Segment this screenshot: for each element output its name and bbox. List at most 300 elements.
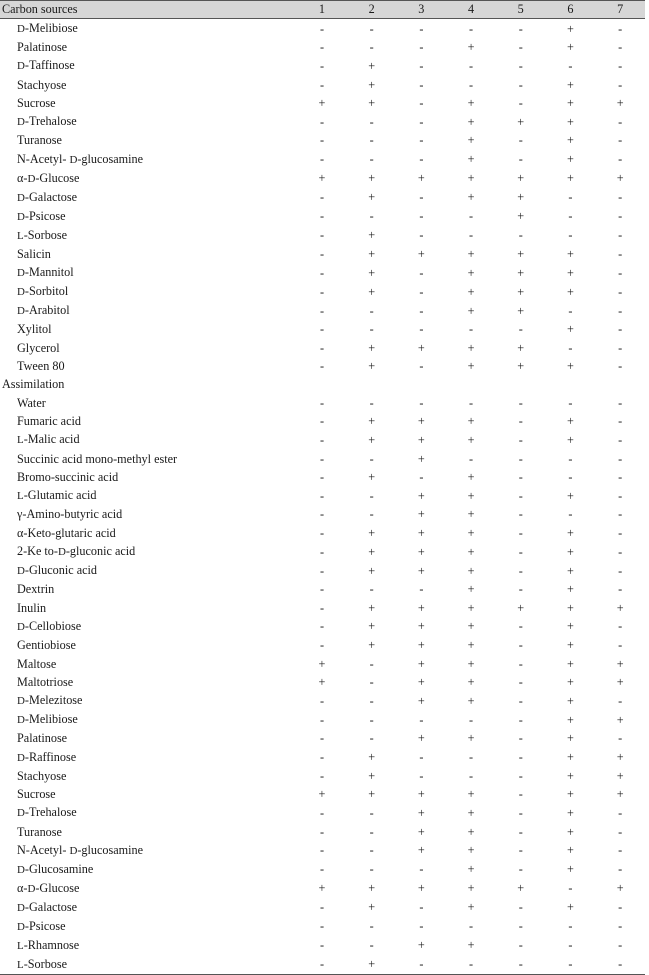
result-cell-2: + xyxy=(368,750,376,765)
carbon-source-name: Inulin xyxy=(17,600,47,615)
result-cell-4: + xyxy=(467,674,475,689)
carbon-source-name: Stachyose xyxy=(17,768,67,783)
carbon-source-name: D-Raffinose xyxy=(17,749,77,764)
result-cell-7: - xyxy=(618,582,623,597)
result-cell-1: - xyxy=(319,488,324,503)
result-cell-5: - xyxy=(518,787,523,802)
result-cell-3: + xyxy=(417,340,425,355)
result-cell-6: + xyxy=(566,152,574,167)
header-col-6: 6 xyxy=(546,1,596,19)
result-cell-3: - xyxy=(419,77,424,92)
table-row xyxy=(0,320,645,338)
result-cell-6: + xyxy=(566,862,574,877)
table-row xyxy=(0,841,645,860)
result-cell-6: - xyxy=(568,228,573,243)
result-cell-7: - xyxy=(618,246,623,261)
result-cell-1: - xyxy=(319,862,324,877)
table-row xyxy=(0,338,645,356)
result-cell-4: - xyxy=(469,58,474,73)
table-row xyxy=(0,580,645,598)
result-cell-7: - xyxy=(618,114,623,129)
result-cell-1: - xyxy=(297,955,347,975)
result-cell-7: - xyxy=(618,638,623,653)
result-cell-3: + xyxy=(417,693,425,708)
header-col-2: 2 xyxy=(347,1,397,19)
result-cell-6: + xyxy=(566,284,574,299)
carbon-source-name: N-Acetyl- D-glucosamine xyxy=(17,151,144,166)
table-row xyxy=(0,785,645,803)
table-row xyxy=(0,301,645,320)
result-cell-4: + xyxy=(467,938,475,953)
section-row xyxy=(0,375,645,393)
result-cell-7: + xyxy=(616,656,624,671)
result-cell-5: - xyxy=(518,21,523,36)
result-cell-7: - xyxy=(618,843,623,858)
carbon-source-name: D-Arabitol xyxy=(17,303,70,318)
carbon-source-name: Glycerol xyxy=(17,340,60,355)
result-cell-4: - xyxy=(469,228,474,243)
result-cell-2: + xyxy=(368,284,376,299)
table-row xyxy=(0,150,645,169)
result-cell-7: - xyxy=(618,619,623,634)
result-cell-1: + xyxy=(318,656,326,671)
result-cell-2: + xyxy=(368,881,376,896)
result-cell-5: - xyxy=(518,152,523,167)
result-cell-7: - xyxy=(618,470,623,485)
table-row xyxy=(0,542,645,561)
result-cell-3: - xyxy=(419,40,424,55)
result-cell-2: + xyxy=(368,900,376,915)
result-cell-5: + xyxy=(517,600,525,615)
result-cell-6: + xyxy=(566,805,574,820)
result-cell-1: - xyxy=(319,228,324,243)
result-cell-3: - xyxy=(419,228,424,243)
result-cell-2: + xyxy=(368,359,376,374)
table-row xyxy=(0,226,645,245)
table-row xyxy=(0,691,645,710)
result-cell-7: - xyxy=(618,77,623,92)
result-cell-4: + xyxy=(467,414,475,429)
result-cell-1: - xyxy=(319,40,324,55)
result-cell-4: + xyxy=(467,787,475,802)
result-cell-4: + xyxy=(467,133,475,148)
result-cell-4: + xyxy=(467,507,475,522)
result-cell-4: - xyxy=(469,322,474,337)
result-cell-4: + xyxy=(467,619,475,634)
result-cell-4: - xyxy=(469,768,474,783)
carbon-source-name: L-Malic acid xyxy=(17,432,80,447)
result-cell-3: + xyxy=(417,432,425,447)
result-cell-2: - xyxy=(369,674,374,689)
result-cell-3: - xyxy=(419,712,424,727)
result-cell-2: - xyxy=(369,395,374,410)
carbon-source-name: Maltose xyxy=(17,656,57,671)
result-cell-5: - xyxy=(518,843,523,858)
result-cell-6: + xyxy=(566,750,574,765)
result-cell-2: + xyxy=(368,638,376,653)
result-cell-1: - xyxy=(319,58,324,73)
result-cell-6: + xyxy=(566,488,574,503)
result-cell-4: - xyxy=(446,955,496,975)
result-cell-1: - xyxy=(319,246,324,261)
result-cell-1: - xyxy=(319,805,324,820)
header-col-5: 5 xyxy=(496,1,546,19)
result-cell-4: + xyxy=(467,246,475,261)
result-cell-6: + xyxy=(566,693,574,708)
carbon-source-name: Palatinose xyxy=(17,40,68,55)
result-cell-3: + xyxy=(417,805,425,820)
result-cell-5 xyxy=(496,375,546,393)
result-cell-2: + xyxy=(368,787,376,802)
result-cell-6: + xyxy=(566,21,574,36)
result-cell-3: + xyxy=(417,451,425,466)
result-cell-7: - xyxy=(618,824,623,839)
result-cell-1: - xyxy=(319,600,324,615)
table-row xyxy=(0,803,645,822)
header-col-1: 1 xyxy=(297,1,347,19)
result-cell-7: - xyxy=(618,414,623,429)
table-row xyxy=(0,936,645,955)
result-cell-6: + xyxy=(566,432,574,447)
result-cell-7: - xyxy=(618,58,623,73)
result-cell-4: + xyxy=(467,582,475,597)
carbon-source-name: L-Rhamnose xyxy=(17,937,80,952)
result-cell-2: - xyxy=(369,451,374,466)
result-cell-6: + xyxy=(566,656,574,671)
result-cell-5: - xyxy=(518,470,523,485)
result-cell-6: - xyxy=(568,395,573,410)
result-cell-7: - xyxy=(618,544,623,559)
table-row xyxy=(0,245,645,263)
result-cell-6: + xyxy=(566,843,574,858)
result-cell-3: - xyxy=(419,582,424,597)
result-cell-3: - xyxy=(419,21,424,36)
result-cell-4: + xyxy=(467,544,475,559)
result-cell-6: + xyxy=(566,563,574,578)
result-cell-1 xyxy=(297,375,347,393)
header-col-7: 7 xyxy=(595,1,645,19)
result-cell-5: - xyxy=(518,525,523,540)
result-cell-7: - xyxy=(618,451,623,466)
result-cell-4: + xyxy=(467,525,475,540)
result-cell-7: - xyxy=(618,862,623,877)
result-cell-7: + xyxy=(616,768,624,783)
result-cell-1: - xyxy=(319,414,324,429)
result-cell-1: - xyxy=(319,768,324,783)
result-cell-2: + xyxy=(368,340,376,355)
result-cell-2: + xyxy=(368,171,376,186)
result-cell-4 xyxy=(446,375,496,393)
result-cell-4: - xyxy=(469,750,474,765)
table-row xyxy=(0,561,645,580)
result-cell-7: - xyxy=(618,303,623,318)
carbon-source-name: α-D-Glucose xyxy=(17,880,80,895)
result-cell-2 xyxy=(347,375,397,393)
result-cell-5: + xyxy=(517,246,525,261)
result-cell-6: + xyxy=(566,114,574,129)
carbon-source-name: Xylitol xyxy=(17,322,52,337)
carbon-source-name: Sucrose xyxy=(17,787,56,802)
result-cell-4: + xyxy=(467,843,475,858)
table-row xyxy=(0,357,645,375)
result-cell-6: + xyxy=(566,525,574,540)
result-cell-7: - xyxy=(618,340,623,355)
result-cell-1: - xyxy=(319,451,324,466)
table-row xyxy=(0,898,645,917)
result-cell-6: - xyxy=(568,303,573,318)
result-cell-1: - xyxy=(319,712,324,727)
result-cell-4: + xyxy=(467,693,475,708)
result-cell-4: + xyxy=(467,284,475,299)
result-cell-3: + xyxy=(417,843,425,858)
result-cell-2: - xyxy=(369,693,374,708)
result-cell-4: + xyxy=(467,40,475,55)
header-carbon-sources: Carbon sources xyxy=(0,1,297,19)
result-cell-5: - xyxy=(518,938,523,953)
result-cell-6: + xyxy=(566,619,574,634)
result-cell-3: + xyxy=(417,638,425,653)
result-cell-4: + xyxy=(467,432,475,447)
result-cell-4: + xyxy=(467,862,475,877)
result-cell-2: + xyxy=(368,265,376,280)
result-cell-7: - xyxy=(618,900,623,915)
table-row xyxy=(0,767,645,785)
result-cell-5: - xyxy=(518,731,523,746)
result-cell-2: + xyxy=(368,525,376,540)
result-cell-3: + xyxy=(417,563,425,578)
result-cell-3: + xyxy=(417,881,425,896)
result-cell-1: + xyxy=(318,171,326,186)
result-cell-3: - xyxy=(419,96,424,111)
result-cell-5: + xyxy=(517,209,525,224)
result-cell-3: + xyxy=(417,674,425,689)
table-row xyxy=(0,654,645,672)
result-cell-2: + xyxy=(368,190,376,205)
carbon-source-name: D-Galactose xyxy=(17,899,78,914)
result-cell-4: + xyxy=(467,638,475,653)
result-cell-1: - xyxy=(319,563,324,578)
result-cell-5: - xyxy=(518,900,523,915)
table-row xyxy=(0,412,645,430)
result-cell-6: + xyxy=(566,768,574,783)
result-cell-1: - xyxy=(319,432,324,447)
table-row xyxy=(0,822,645,840)
result-cell-7: - xyxy=(618,938,623,953)
result-cell-6: + xyxy=(566,600,574,615)
result-cell-5: - xyxy=(496,955,546,975)
result-cell-6: + xyxy=(566,359,574,374)
result-cell-1: - xyxy=(319,284,324,299)
result-cell-4: + xyxy=(467,152,475,167)
result-cell-2: - xyxy=(369,731,374,746)
carbon-source-name: D-Taffinose xyxy=(17,58,75,73)
result-cell-1: - xyxy=(319,544,324,559)
table-row xyxy=(0,486,645,505)
result-cell-1: - xyxy=(319,114,324,129)
result-cell-2: + xyxy=(368,228,376,243)
result-cell-6 xyxy=(546,375,596,393)
result-cell-2: - xyxy=(369,805,374,820)
result-cell-4: - xyxy=(469,21,474,36)
result-cell-6: - xyxy=(568,507,573,522)
result-cell-7: - xyxy=(618,488,623,503)
carbon-source-name: D-Melibiose xyxy=(17,21,78,35)
result-cell-3: - xyxy=(419,470,424,485)
result-cell-3: - xyxy=(419,284,424,299)
result-cell-2: + xyxy=(368,600,376,615)
carbon-source-name: γ-Amino-butyric acid xyxy=(17,507,123,522)
result-cell-4: + xyxy=(467,488,475,503)
result-cell-6: + xyxy=(566,77,574,92)
result-cell-5: + xyxy=(517,359,525,374)
result-cell-2: + xyxy=(368,563,376,578)
result-cell-2: - xyxy=(369,488,374,503)
result-cell-5: - xyxy=(518,77,523,92)
result-cell-7: - xyxy=(618,152,623,167)
carbon-source-name: Maltotriose xyxy=(17,674,74,689)
result-cell-7: - xyxy=(618,265,623,280)
result-cell-5: + xyxy=(517,114,525,129)
result-cell-3: + xyxy=(417,246,425,261)
result-cell-6: + xyxy=(566,133,574,148)
result-cell-4: + xyxy=(467,190,475,205)
result-cell-6: - xyxy=(568,190,573,205)
result-cell-6: + xyxy=(566,900,574,915)
result-cell-1: - xyxy=(319,359,324,374)
result-cell-5: - xyxy=(518,414,523,429)
result-cell-4: + xyxy=(467,340,475,355)
result-cell-1: - xyxy=(319,77,324,92)
result-cell-7: - xyxy=(618,359,623,374)
result-cell-6: - xyxy=(568,58,573,73)
result-cell-6: + xyxy=(566,96,574,111)
result-cell-1: - xyxy=(319,209,324,224)
result-cell-1: - xyxy=(319,190,324,205)
result-cell-6: + xyxy=(566,582,574,597)
result-cell-1: - xyxy=(319,21,324,36)
table-row xyxy=(0,524,645,542)
result-cell-5: - xyxy=(518,824,523,839)
result-cell-2: - xyxy=(369,133,374,148)
result-cell-5: - xyxy=(518,96,523,111)
carbon-source-name: D-Psicose xyxy=(17,208,66,223)
result-cell-5: + xyxy=(517,284,525,299)
result-cell-7: - xyxy=(618,563,623,578)
result-cell-7: + xyxy=(616,600,624,615)
result-cell-4: + xyxy=(467,96,475,111)
result-cell-1: - xyxy=(319,750,324,765)
table-row xyxy=(0,636,645,654)
result-cell-1: - xyxy=(319,507,324,522)
table-row xyxy=(0,207,645,226)
result-cell-1: - xyxy=(319,938,324,953)
result-cell-7: - xyxy=(618,731,623,746)
result-cell-2: + xyxy=(368,544,376,559)
carbon-source-name: D-Glucosamine xyxy=(17,861,94,876)
result-cell-5: - xyxy=(518,674,523,689)
table-row xyxy=(0,860,645,879)
result-cell-4: - xyxy=(469,919,474,934)
result-cell-6: + xyxy=(566,712,574,727)
result-cell-6: - xyxy=(568,938,573,953)
table-row xyxy=(0,879,645,898)
result-cell-1: - xyxy=(319,470,324,485)
result-cell-7 xyxy=(595,375,645,393)
carbon-source-name: D-Psicose xyxy=(17,918,66,933)
table-row xyxy=(0,748,645,767)
result-cell-4: + xyxy=(467,470,475,485)
result-cell-3: - xyxy=(419,265,424,280)
result-cell-3: - xyxy=(419,862,424,877)
result-cell-1: - xyxy=(319,322,324,337)
result-cell-7: - xyxy=(618,209,623,224)
table-row xyxy=(0,468,645,486)
result-cell-1: + xyxy=(318,787,326,802)
result-cell-5: - xyxy=(518,40,523,55)
result-cell-1: - xyxy=(319,693,324,708)
result-cell-3: + xyxy=(417,600,425,615)
carbon-source-name: Gentiobiose xyxy=(17,638,76,653)
result-cell-5: - xyxy=(518,488,523,503)
result-cell-7: - xyxy=(618,805,623,820)
result-cell-3: - xyxy=(419,209,424,224)
carbon-source-name: α-Keto-glutaric acid xyxy=(17,525,116,540)
result-cell-5: - xyxy=(518,862,523,877)
result-cell-6: + xyxy=(566,322,574,337)
result-cell-2: + xyxy=(368,77,376,92)
result-cell-7: - xyxy=(618,133,623,148)
carbon-source-name: D-Mannitol xyxy=(17,265,74,280)
carbon-source-name: 2-Ke to-D-gluconic acid xyxy=(17,544,136,559)
result-cell-3: - xyxy=(419,750,424,765)
result-cell-2: + xyxy=(368,414,376,429)
table-row xyxy=(0,282,645,301)
result-cell-3: + xyxy=(417,525,425,540)
carbon-source-name: D-Galactose xyxy=(17,189,78,204)
result-cell-5: - xyxy=(518,919,523,934)
result-cell-3: + xyxy=(417,544,425,559)
carbon-source-name: Sucrose xyxy=(17,96,56,111)
result-cell-2: - xyxy=(369,824,374,839)
result-cell-6: - xyxy=(546,955,596,975)
result-cell-2: - xyxy=(369,303,374,318)
result-cell-7: - xyxy=(618,284,623,299)
result-cell-2: + xyxy=(368,619,376,634)
result-cell-1: - xyxy=(319,824,324,839)
result-cell-5: - xyxy=(518,228,523,243)
result-cell-5: - xyxy=(518,322,523,337)
result-cell-5: - xyxy=(518,58,523,73)
carbon-source-name: Water xyxy=(17,395,46,410)
result-cell-3: + xyxy=(417,731,425,746)
result-cell-6: + xyxy=(566,787,574,802)
result-cell-7: + xyxy=(616,881,624,896)
result-cell-4: - xyxy=(469,209,474,224)
carbon-source-name: Palatinose xyxy=(17,731,68,746)
result-cell-4: + xyxy=(467,731,475,746)
result-cell-7: + xyxy=(616,674,624,689)
result-cell-3 xyxy=(397,375,447,393)
result-cell-6: - xyxy=(568,919,573,934)
result-cell-7: - xyxy=(618,228,623,243)
result-cell-5: - xyxy=(518,563,523,578)
result-cell-4: + xyxy=(467,656,475,671)
result-cell-3: + xyxy=(417,824,425,839)
result-cell-7: - xyxy=(618,40,623,55)
result-cell-5: + xyxy=(517,881,525,896)
carbon-source-name: Succinic acid mono-methyl ester xyxy=(17,451,178,466)
table-row xyxy=(0,394,645,412)
